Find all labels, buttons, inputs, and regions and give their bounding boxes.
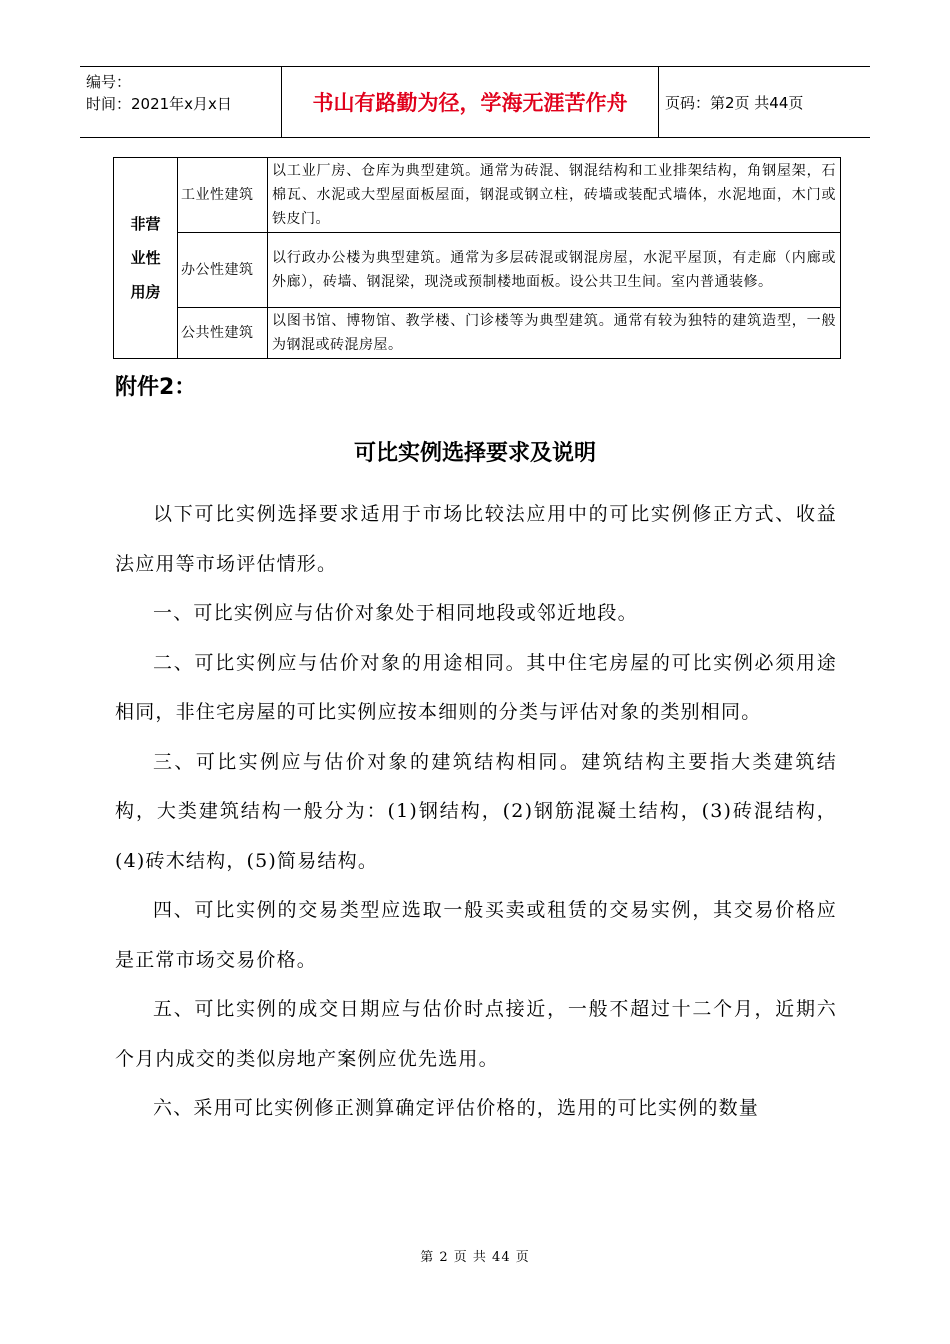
header-page-label: 页码：第2页 共44页 [665,93,804,112]
category-line: 非营 [130,215,161,233]
table-row [114,308,841,359]
page-footer: 第 2 页 共 44 页 [420,1250,530,1265]
type-cell: 公共性建筑 [178,308,268,359]
page-header [80,66,870,138]
paragraph: 五、可比实例的成交日期应与估价时点接近，一般不超过十二个月，近期六个月内成交的类似房地产案例应优先选用。 [115,998,837,1070]
header-meta [80,67,282,137]
section-title: 可比实例选择要求及说明 [353,441,596,466]
doc-number-label: 编号： [86,73,132,91]
type-cell: 工业性建筑 [178,158,268,233]
category-line: 业性 [130,249,161,267]
table-row [114,233,841,308]
paragraph: 以下可比实例选择要求适用于市场比较法应用中的可比实例修正方式、收益法应用等市场评估情形。 [115,503,837,575]
paragraph: 一、可比实例应与估价对象处于相同地段或邻近地段。 [153,602,638,624]
doc-date-label: 时间：2021年x月x日 [86,95,232,113]
paragraph: 四、可比实例的交易类型应选取一般买卖或租赁的交易实例，其交易价格应是正常市场交易价格。 [115,899,837,971]
category-cell [114,158,178,359]
paragraph: 二、可比实例应与估价对象的用途相同。其中住宅房屋的可比实例必须用途相同，非住宅房屋的可比实例应按本细则的分类与评估对象的类别相同。 [115,651,837,723]
paragraph: 三、可比实例应与估价对象的建筑结构相同。建筑结构主要指大类建筑结构，大类建筑结构一般分为：(1)钢结构，(2)钢筋混凝土结构，(3)砖混结构，(4)砖木结构，(5)简易结构。 [115,750,837,872]
category-line: 用房 [130,283,161,301]
desc-cell: 以行政办公楼为典型建筑。通常为多层砖混或钢混房屋，水泥平屋顶，有走廊（内廊或外廊），砖墙、钢混梁，现浇或预制楼地面板。设公共卫生间。室内普通装修。 [268,233,841,308]
paragraph: 六、采用可比实例修正测算确定评估价格的，选用的可比实例的数量 [153,1097,760,1119]
attachment-heading: 附件2： [115,375,197,400]
type-cell: 办公性建筑 [178,233,268,308]
desc-cell: 以图书馆、博物馆、教学楼、门诊楼等为典型建筑。通常有较为独特的建筑造型，一般为钢混或砖混房屋。 [268,308,841,359]
body-text [115,490,837,1134]
building-classification-table [113,157,841,359]
table-row [114,158,841,233]
header-motto: 书山有路勤为径，学海无涯苦作舟 [282,67,659,137]
desc-cell: 以工业厂房、仓库为典型建筑。通常为砖混、钢混结构和工业排架结构，角钢屋架，石棉瓦、水泥或大型屋面板屋面，钢混或钢立柱，砖墙或装配式墙体，水泥地面，木门或铁皮门。 [268,158,841,233]
